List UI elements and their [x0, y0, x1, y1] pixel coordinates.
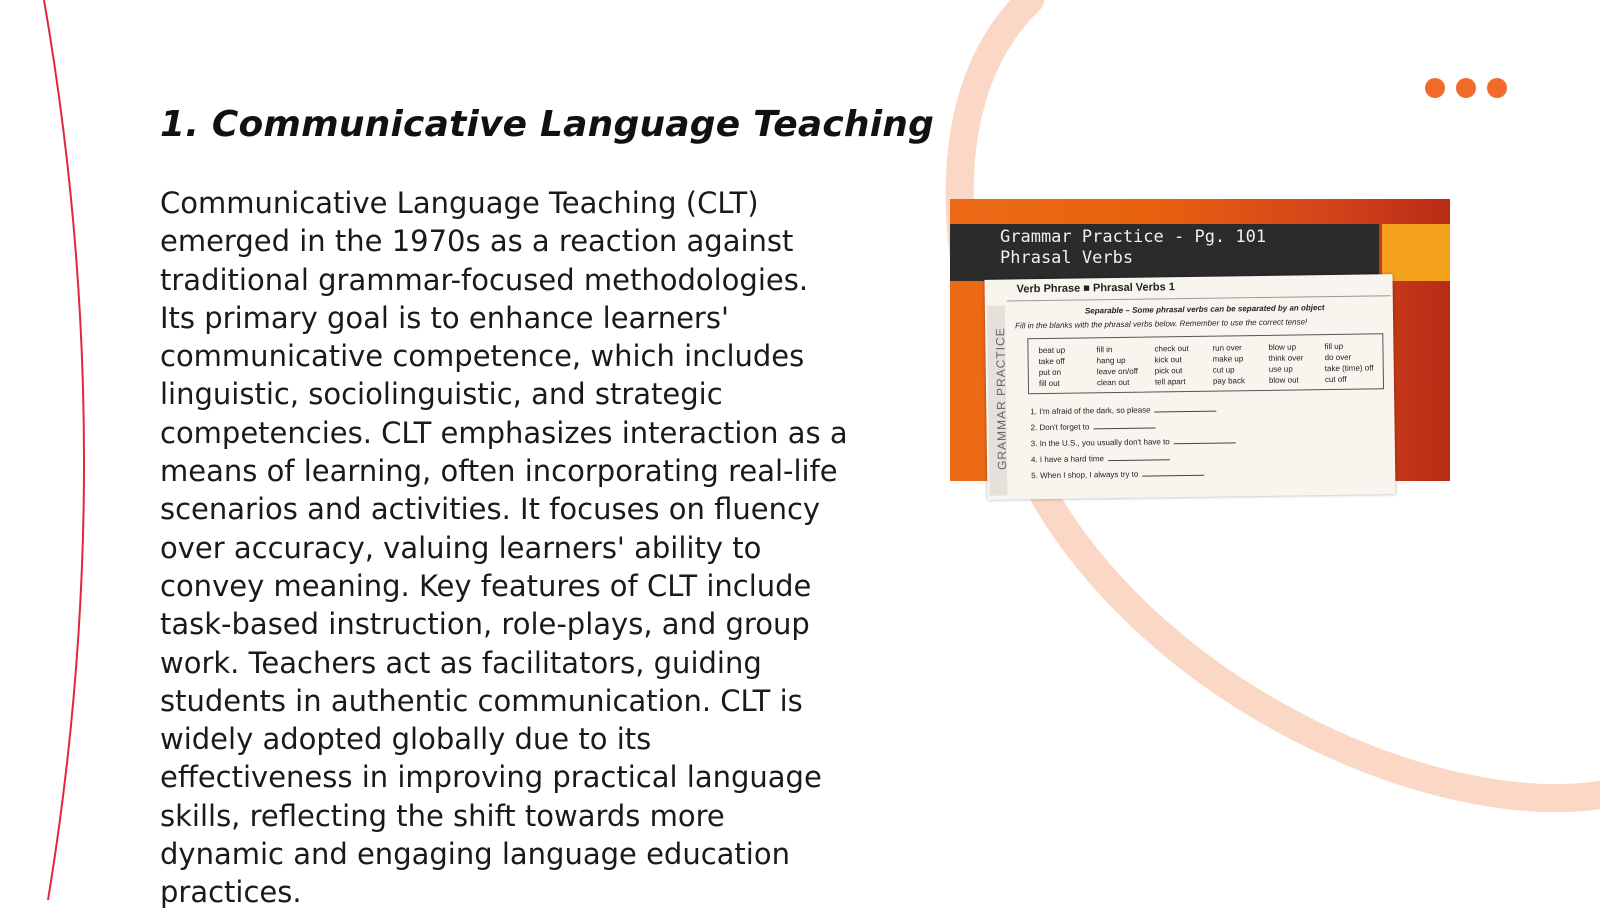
word: use up	[1268, 364, 1293, 374]
word: pick out	[1154, 366, 1183, 376]
word: think over	[1268, 353, 1304, 363]
word: do over	[1324, 352, 1352, 363]
dot	[1487, 78, 1507, 98]
left-curve-line	[44, 0, 84, 900]
dot	[1456, 78, 1476, 98]
question-line	[1031, 453, 1174, 464]
word: fill in	[1096, 345, 1113, 355]
word-bank	[1027, 333, 1384, 394]
question-text: 3. In the U.S., you usually don't have to	[1030, 437, 1170, 449]
slide-title: 1. Communicative Language Teaching	[160, 104, 935, 145]
word: pay back	[1212, 376, 1246, 386]
word: hang up	[1096, 355, 1126, 366]
word: take off	[1038, 356, 1065, 367]
question-text: 1. I'm afraid of the dark, so please	[1030, 405, 1151, 417]
question-line	[1031, 436, 1240, 448]
worksheet-heading: Verb Phrase ■ Phrasal Verbs 1	[1007, 278, 1391, 301]
word: leave on/off	[1096, 366, 1139, 377]
question-text: 2. Don't forget to	[1030, 422, 1090, 433]
banner-line-1: Grammar Practice - Pg. 101	[1000, 227, 1267, 247]
question-text: 5. When I shop, I always try to	[1031, 469, 1139, 481]
word: tell apart	[1154, 377, 1186, 387]
word-column	[1268, 341, 1303, 385]
slide-body-text: Communicative Language Teaching (CLT) emerged in the 1970s as a reaction against traditional grammar-focused methodologies. Its primary goal is to enhance learners' communicative competence, which includes linguistic, sociolinguistic, and strategic competencies. CLT emphasizes interaction as a means of learning, often incorporating real-life scenarios and activities. It focuses on fluency over accuracy, valuing learners' ability to convey meaning. Key features of CLT include task-based instruction, role-plays, and group work. Teachers act as facilitators, guiding students in authentic communication. CLT is widely adopted globally due to its effectiveness in improving practical language skills, reflecting the shift towards more dynamic and engaging language education practices.	[160, 186, 848, 910]
word: kick out	[1154, 355, 1182, 365]
worksheet-side-label: GRAMMAR PRACTICE	[993, 327, 1010, 471]
photo-banner	[950, 224, 1379, 281]
worksheet-instruction: Fill in the blanks with the phrasal verbs below. Remember to use the correct tense!	[1015, 317, 1308, 331]
word: cut up	[1212, 365, 1235, 375]
word-column	[1096, 344, 1138, 389]
worksheet-side-tab	[987, 306, 1008, 496]
word: make up	[1212, 354, 1244, 364]
worksheet-photo	[950, 199, 1450, 481]
word: beat up	[1038, 345, 1066, 356]
question-line	[1030, 405, 1220, 417]
question-line	[1030, 421, 1159, 432]
question-text: 4. I have a hard time	[1030, 454, 1104, 465]
word-column	[1212, 342, 1245, 386]
question-line	[1031, 469, 1208, 480]
worksheet-page	[984, 274, 1395, 500]
word: fill up	[1324, 341, 1344, 352]
word: blow up	[1268, 342, 1297, 352]
word: run over	[1212, 343, 1242, 353]
word: take (time) off	[1324, 363, 1374, 374]
word: blow out	[1268, 375, 1299, 385]
worksheet-subtitle: Separable – Some phrasal verbs can be separated by an object	[1084, 303, 1325, 316]
word-column	[1154, 343, 1189, 387]
word-column	[1038, 345, 1065, 389]
word-column	[1324, 340, 1373, 385]
banner-stripe	[1382, 224, 1450, 281]
word: cut off	[1324, 374, 1347, 385]
banner-line-2: Phrasal Verbs	[1000, 248, 1134, 268]
word: clean out	[1096, 377, 1130, 388]
word: fill out	[1038, 378, 1060, 389]
dot	[1425, 78, 1445, 98]
word: check out	[1154, 344, 1189, 354]
word: put on	[1038, 367, 1062, 378]
